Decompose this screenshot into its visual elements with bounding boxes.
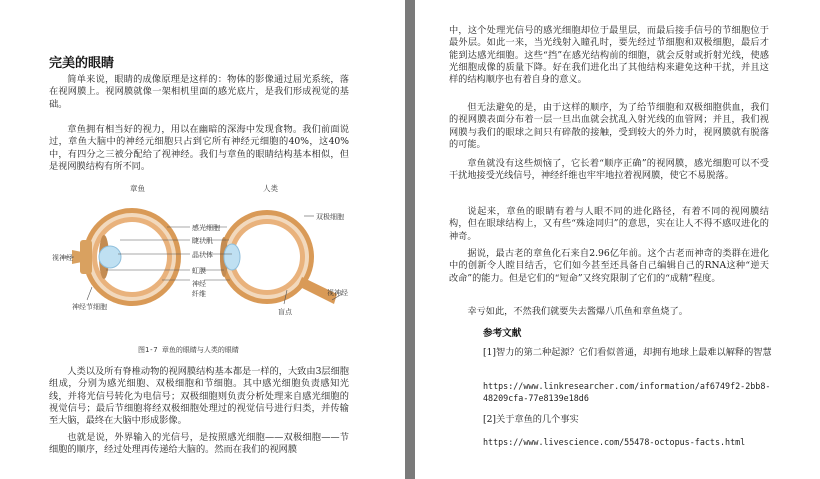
figure-title-human: 人类 — [263, 184, 278, 193]
paragraph-retina-layers: 人类以及所有脊椎动物的视网膜结构基本都是一样的，大致由3层细胞组成，分别为感光细胞、双极细胞和节细胞。其中感光细胞负责感知光线，并将光信号转化为电信号；双极细胞则负责分析处理来自感光细胞的视觉信号；最后节细胞将经双极细胞处理过的视觉信号进行归类，并传输至大脑，最终在大脑中形成影像。 — [49, 366, 349, 427]
page-gutter — [405, 0, 415, 479]
label-bipolar-cell: 双极细胞 — [316, 213, 344, 221]
references-heading: 参考文献 — [483, 328, 522, 339]
label-optic-nerve-human: 视神经 — [327, 289, 348, 297]
paragraph-octopus-retina: 章鱼就没有这些烦恼了，它长着“顺序正确”的视网膜，感光细胞可以不受干扰地接受光线信号，神经纤维也牢牢地拉着视网膜，使它不易脱落。 — [449, 158, 769, 182]
paragraph-signal-order: 也就是说，外界输入的光信号，是按照感光细胞——双极细胞——节细胞的顺序，经过处理再传递给大脑的。然而在我们的视网膜 — [49, 432, 349, 456]
eye-comparison-figure — [52, 182, 362, 327]
reference-1-link[interactable]: https://www.linkresearcher.com/information/af6749f2-2bb8-48209cfa-77e8139e18d6 — [483, 381, 771, 404]
label-nerve-fiber-1: 神经 — [192, 280, 206, 288]
paragraph-convergent-evolution: 说起来，章鱼的眼睛有着与人眼不同的进化路径，有着不同的视网膜结构，但在眼球结构上，又有些“殊途同归”的意思，实在让人不得不感叹进化的神奇。 — [449, 206, 769, 242]
paragraph-retina-order: 中，这个处理光信号的感光细胞却位于最里层，而最后接手信号的节细胞位于最外层。如此一来，当光线射入瞳孔时，要先经过节细胞和双极细胞，最后才能到达感光细胞。这些“挡”在感光结构前的细胞，就会反射或折射光线，使感光细胞成像的质量下降。好在我们进化出了其他结构来避免这种干扰，并且这样的结构顺序也有着自身的意义。 — [449, 25, 769, 86]
paragraph-imaging-principle: 简单来说，眼睛的成像原理是这样的：物体的影像通过屈光系统，落在视网膜上。视网膜就像一架相机里面的感光底片，是我们形成视觉的基础。 — [49, 74, 349, 110]
paragraph-fossil: 据说，最古老的章鱼化石来自2.96亿年前。这个古老而神奇的类群在进化中的创新令人瞠目结舌，它们如今甚至还具备自己编辑自己的RNA这种“逆天改命”的能力。但是它们的“短命”又终究限制了它们的“成精”程度。 — [449, 248, 769, 284]
reference-2-title: [2]关于章鱼的几个事实 — [483, 414, 579, 425]
paragraph-octopus-vision: 章鱼拥有相当好的视力，用以在幽暗的深海中发现食物。我们前面说过，章鱼大脑中的神经元细胞只占到它所有神经元细胞的40%，这40%中，有四分之三被分配给了视神经。我们与章鱼的眼睛结构基本相似，但是视网膜结构有所不同。 — [49, 124, 349, 172]
reference-1-title: [1]智力的第二种起源？它们看似普通，却拥有地球上最难以解释的智慧 — [483, 347, 772, 358]
label-photoreceptor: 感光细胞 — [192, 224, 220, 232]
octopus-eye — [72, 208, 181, 306]
left-page — [0, 0, 405, 479]
label-nerve-fiber-2: 纤维 — [192, 290, 206, 298]
figure-caption: 图1-7 章鱼的眼睛与人类的眼睛 — [138, 346, 239, 354]
label-iris: 虹膜 — [192, 267, 206, 275]
label-lens: 晶状体 — [192, 251, 213, 259]
label-blind-spot: 盲点 — [278, 308, 292, 316]
right-page — [415, 0, 820, 479]
label-ganglion-cell: 神经节细胞 — [72, 303, 107, 311]
section-heading: 完美的眼睛 — [49, 56, 115, 71]
paragraph-conclusion: 幸亏如此，不然我们就要失去酱爆八爪鱼和章鱼烧了。 — [467, 306, 688, 317]
human-eye — [220, 210, 337, 304]
label-optic-nerve-octopus: 视神经 — [52, 254, 73, 262]
label-ciliary-muscle: 睫状肌 — [192, 237, 213, 245]
paragraph-blood-supply: 但无法避免的是，由于这样的顺序，为了给节细胞和双极细胞供血，我们的视网膜表面分布着一层一旦出血就会扰乱入射光线的血管网；并且，我们视网膜与我们的眼球之间只有碎散的接触，受到较大的外力时，视网膜就有脱落的可能。 — [449, 102, 769, 150]
reference-2-link[interactable]: https://www.livescience.com/55478-octopus-facts.html — [483, 437, 746, 447]
figure-title-octopus: 章鱼 — [130, 184, 145, 193]
